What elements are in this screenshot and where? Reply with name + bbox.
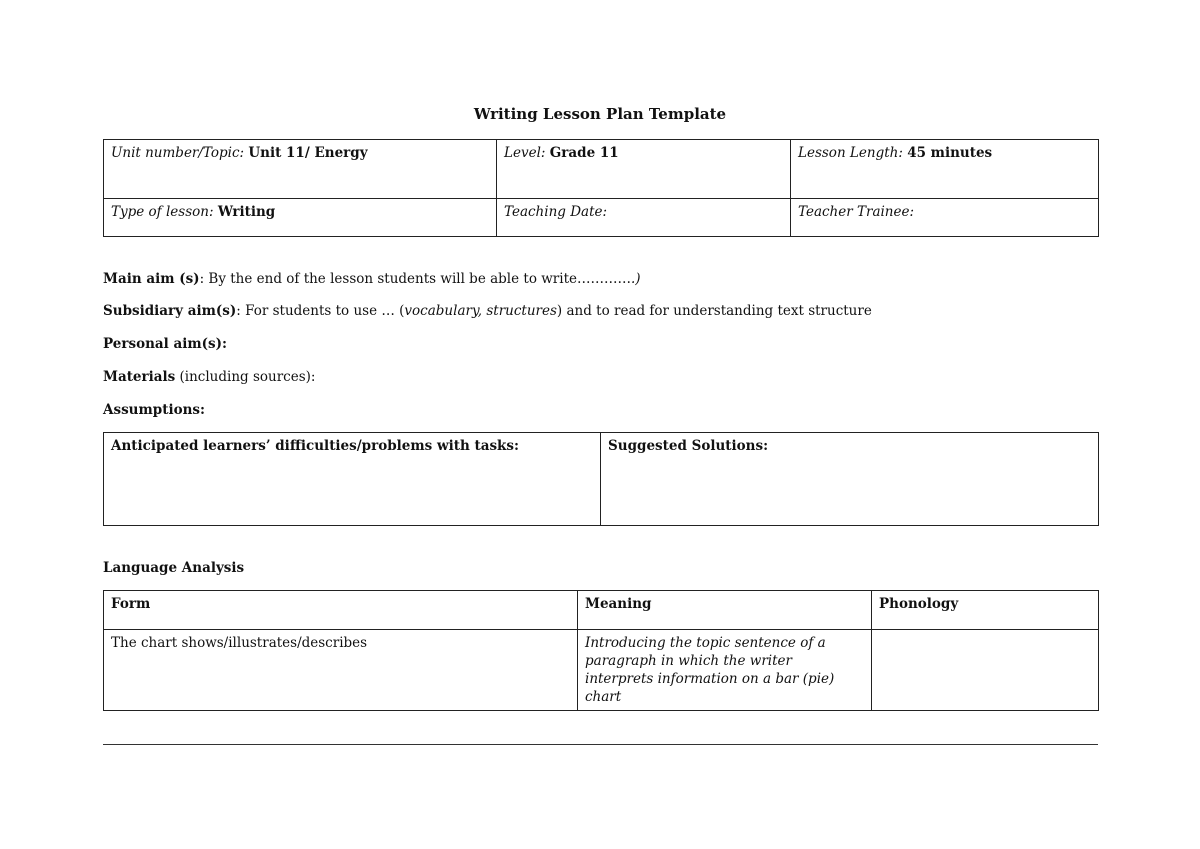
page-bottom-rule (103, 744, 1098, 745)
table-row (104, 630, 1099, 711)
date-cell (497, 199, 791, 237)
length-value: 45 minutes (907, 145, 993, 161)
difficulties-cell: Anticipated learners’ difficulties/problems with tasks: (104, 433, 601, 526)
type-cell (104, 199, 497, 237)
info-row-2 (104, 199, 1099, 237)
phonology-header: Phonology (872, 591, 1099, 630)
date-label: Teaching Date: (504, 204, 608, 220)
document-title: Writing Lesson Plan Template (473, 105, 727, 123)
main-aim-label: Main aim (s) (103, 271, 200, 287)
type-label: Type of lesson: (111, 204, 214, 220)
length-label: Lesson Length: (798, 145, 903, 161)
language-header-row (104, 591, 1099, 630)
materials-text: (including sources): (175, 369, 316, 385)
meaning-header: Meaning (578, 591, 872, 630)
solutions-cell: Suggested Solutions: (601, 433, 1099, 526)
phonology-cell (872, 630, 1099, 711)
subsidiary-aim-text-b: ) and to read for understanding text structure (556, 303, 872, 319)
subsidiary-aim-label: Subsidiary aim(s) (103, 303, 237, 319)
language-analysis-heading: Language Analysis (103, 560, 245, 576)
assumptions-label: Assumptions: (103, 402, 205, 418)
subsidiary-aim-italic: vocabulary, structures (404, 303, 557, 319)
level-cell (497, 140, 791, 199)
unit-value: Unit 11/ Energy (248, 145, 368, 161)
difficulties-table (103, 432, 1099, 526)
personal-aim-label: Personal aim(s): (103, 336, 228, 352)
main-aim-text: : By the end of the lesson students will be able to write………… (199, 271, 631, 287)
materials-label: Materials (103, 369, 176, 385)
info-row-1 (104, 140, 1099, 199)
unit-label: Unit number/Topic: (111, 145, 245, 161)
form-header: Form (104, 591, 578, 630)
unit-cell (104, 140, 497, 199)
main-aim-end: .) (630, 271, 641, 287)
length-cell (791, 140, 1099, 199)
language-analysis-table (103, 590, 1099, 711)
trainee-cell (791, 199, 1099, 237)
subsidiary-aim (103, 302, 872, 320)
form-cell: The chart shows/illustrates/describes (104, 630, 578, 711)
main-aim (103, 270, 641, 288)
subsidiary-aim-text-a: : For students to use … ( (236, 303, 405, 319)
level-value: Grade 11 (549, 145, 619, 161)
level-label: Level: (504, 145, 546, 161)
type-value: Writing (217, 204, 276, 220)
difficulties-row (104, 433, 1099, 526)
materials (103, 368, 315, 386)
lesson-info-table (103, 139, 1099, 237)
trainee-label: Teacher Trainee: (798, 204, 915, 220)
meaning-cell: Introducing the topic sentence of a paragraph in which the writer interprets information on a bar (pie) chart (578, 630, 872, 711)
